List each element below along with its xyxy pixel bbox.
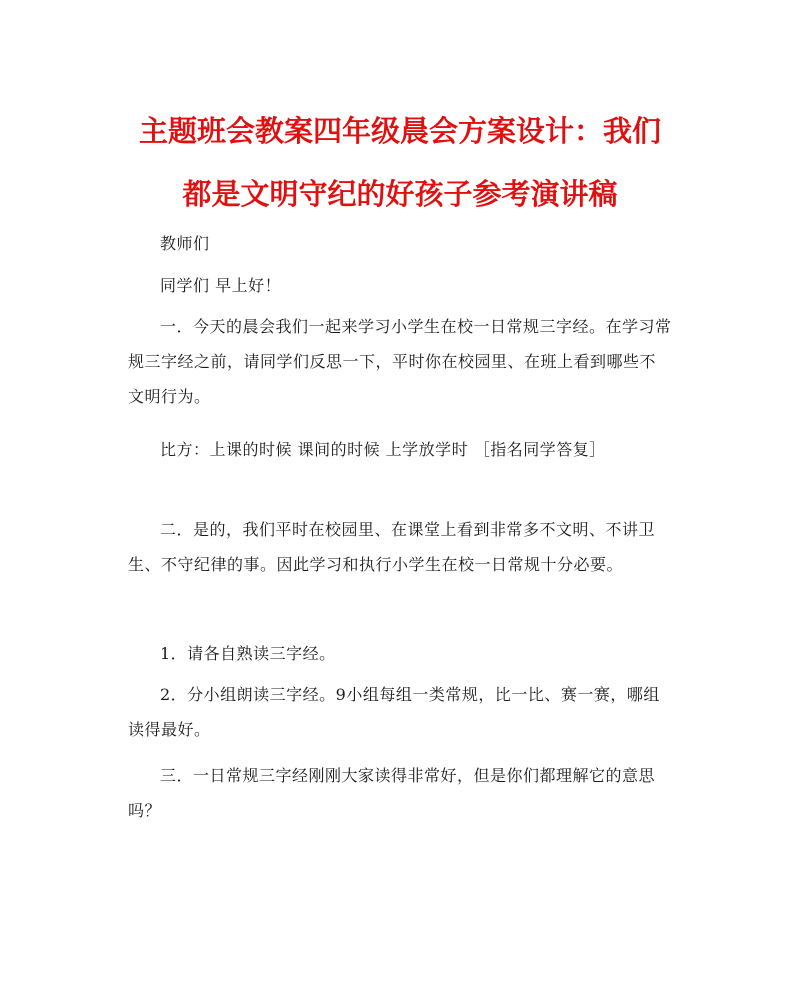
greeting-teachers: 教师们 (160, 234, 210, 253)
section-three-paragraph: 三．一日常规三字经刚刚大家读得非常好，但是你们都理解它的意思吗？ (128, 766, 656, 820)
example-paragraph: 比方：上课的时候 课间的时候 上学放学时 ［指名同学答复］ (160, 440, 606, 459)
document-title-line-2: 都是文明守纪的好孩子参考演讲稿 (182, 177, 618, 211)
step-two-paragraph: 2．分小组朗读三字经。9小组每组一类常规，比一比、赛一赛，哪组读得最好。 (128, 685, 660, 739)
document-title-line-1: 主题班会教案四年级晨会方案设计：我们 (138, 114, 661, 148)
step-one-paragraph: 1．请各自熟读三字经。 (160, 644, 336, 663)
greeting-students: 同学们 早上好！ (160, 276, 282, 295)
section-one-paragraph: 一．今天的晨会我们一起来学习小学生在校一日常规三字经。在学习常规三字经之前，请同学们反思一下，平时你在校园里、在班上看到哪些不文明行为。 (128, 317, 672, 406)
section-two-paragraph: 二．是的，我们平时在校园里、在课堂上看到非常多不文明、不讲卫生、不守纪律的事。因此学习和执行小学生在校一日常规十分必要。 (128, 520, 656, 574)
